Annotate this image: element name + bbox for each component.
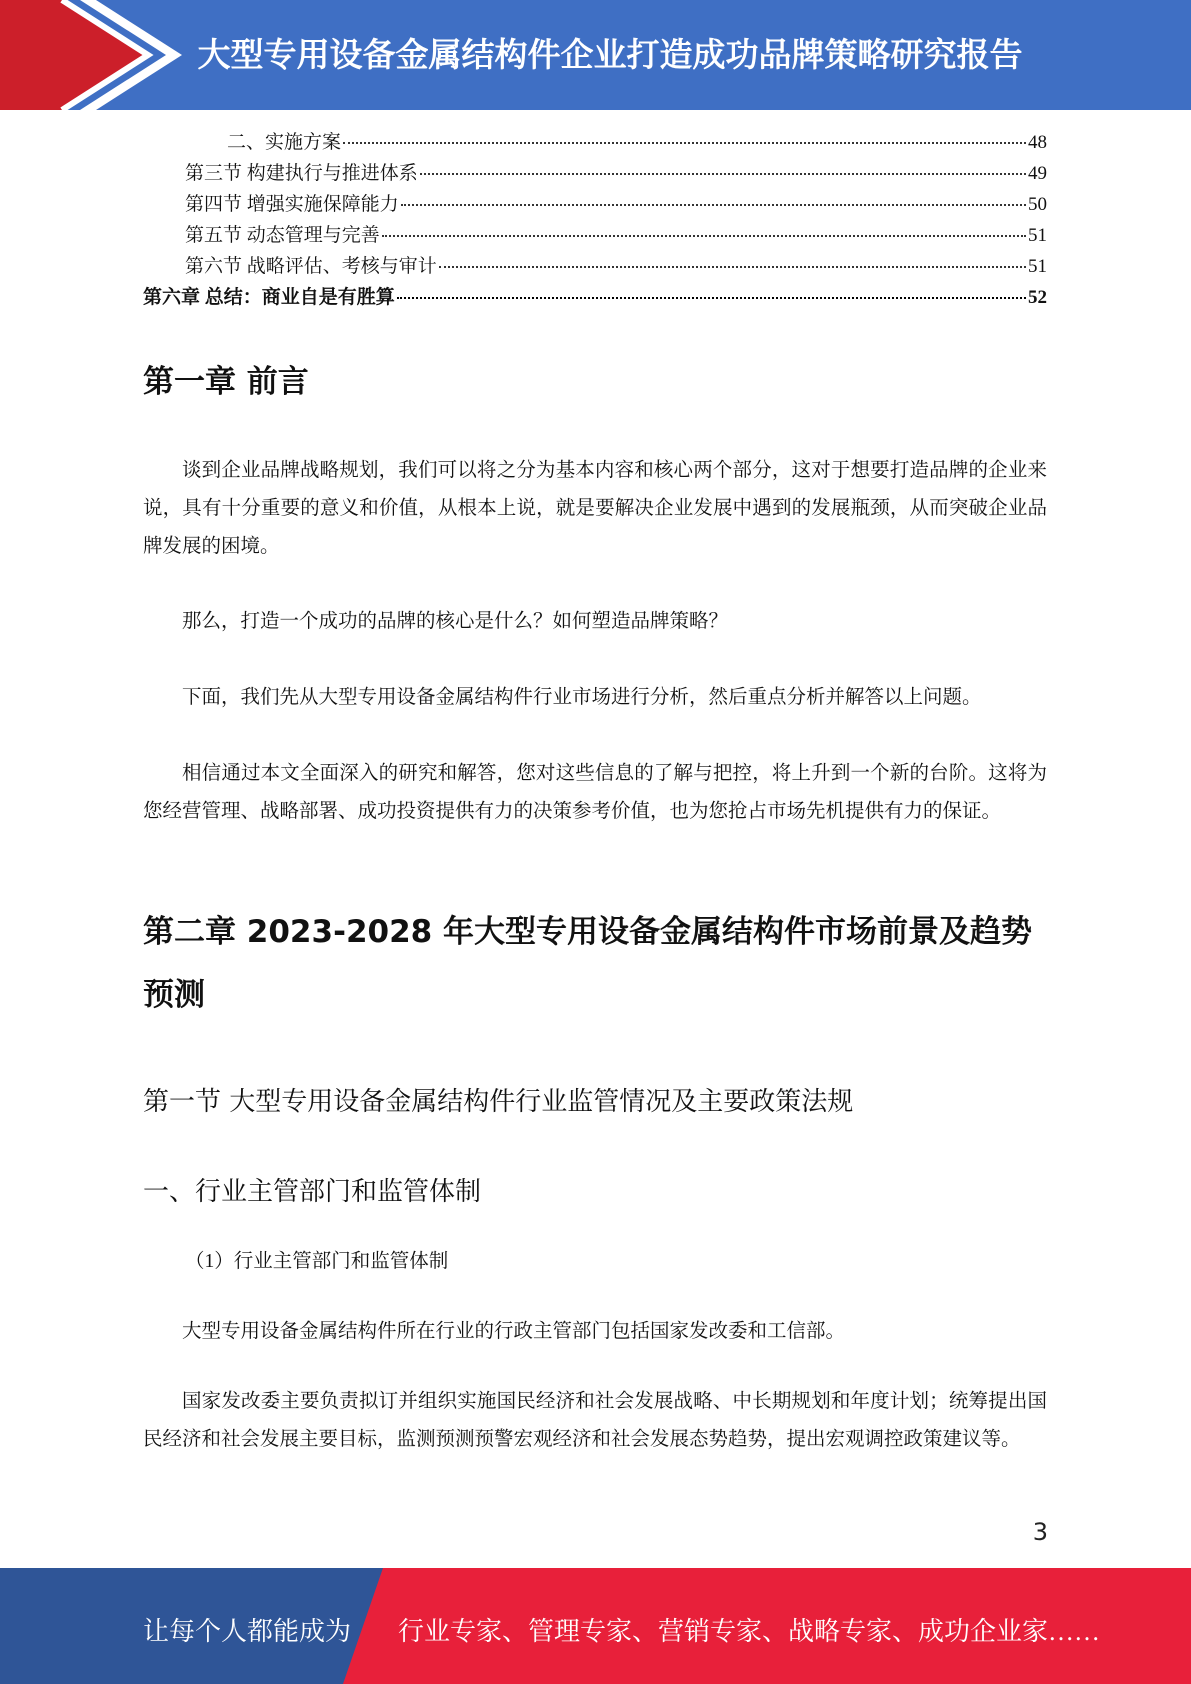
chapter-2-paragraph	[143, 1313, 1047, 1351]
toc-entry-label: 第五节 动态管理与完善	[185, 225, 380, 246]
toc-entry-page: 50	[1028, 194, 1047, 215]
chapter-2-heading-line2: 预测	[143, 977, 205, 1013]
item-heading-text: （1）行业主管部门和监管体制	[185, 1251, 449, 1272]
toc-leader-dots	[382, 235, 1026, 237]
chapter-2-heading	[143, 901, 1047, 1027]
toc-entry[interactable]	[143, 127, 1047, 158]
item-heading	[143, 1243, 1047, 1281]
toc-entry-page: 49	[1028, 163, 1047, 184]
footer-slogan-left: 让每个人都能成为	[143, 1617, 352, 1646]
toc-entry-page: 51	[1028, 256, 1047, 277]
chapter-1-paragraph	[143, 755, 1047, 831]
toc-entry-label: 二、实施方案	[227, 132, 342, 153]
chapter-1-heading: 第一章 前言	[143, 364, 309, 400]
paragraph-text: 大型专用设备金属结构件所在行业的行政主管部门包括国家发改委和工信部。	[182, 1321, 846, 1342]
report-title: 大型专用设备金属结构件企业打造成功品牌策略研究报告	[197, 35, 1023, 74]
footer-slogan-right: 行业专家、管理专家、营销专家、战略专家、成功企业家……	[398, 1617, 1101, 1646]
toc-entry[interactable]	[143, 251, 1047, 282]
toc-leader-dots	[439, 266, 1026, 268]
chapter-2-heading-line1: 第二章 2023-2028 年大型专用设备金属结构件市场前景及趋势	[143, 914, 1033, 950]
chapter-1-paragraph	[143, 603, 1047, 641]
paragraph-text: 谈到企业品牌战略规划，我们可以将之分为基本内容和核心两个部分，这对于想要打造品牌的企业来说，具有十分重要的意义和价值，从根本上说，就是要解决企业发展中遇到的发展瓶颈，从而突破企业品牌发展的困境。	[143, 460, 1047, 557]
chapter-1-paragraph	[143, 452, 1047, 566]
page-number: 3	[1032, 1518, 1048, 1546]
toc-entry[interactable]	[143, 158, 1047, 189]
toc-leader-dots	[401, 204, 1026, 206]
paragraph-text: 那么，打造一个成功的品牌的核心是什么？如何塑造品牌策略？	[182, 611, 729, 632]
toc-entry-label: 第六节 战略评估、考核与审计	[185, 256, 437, 277]
toc-entry-page: 52	[1028, 287, 1047, 308]
section-heading: 第一节 大型专用设备金属结构件行业监管情况及主要政策法规	[143, 1087, 854, 1117]
toc-entry-label: 第三节 构建执行与推进体系	[185, 163, 418, 184]
paragraph-text: 国家发改委主要负责拟订并组织实施国民经济和社会发展战略、中长期规划和年度计划；统筹提出国民经济和社会发展主要目标，监测预测预警宏观经济和社会发展态势趋势，提出宏观调控政策建议等。	[143, 1391, 1047, 1450]
toc-entry[interactable]	[143, 189, 1047, 220]
subsection-heading: 一、行业主管部门和监管体制	[143, 1177, 482, 1207]
header-banner	[0, 0, 1191, 110]
paragraph-text: 相信通过本文全面深入的研究和解答，您对这些信息的了解与把控，将上升到一个新的台阶。这将为您经营管理、战略部署、成功投资提供有力的决策参考价值，也为您抢占市场先机提供有力的保证。	[143, 763, 1047, 822]
toc-entry[interactable]	[143, 220, 1047, 251]
table-of-contents	[143, 127, 1047, 313]
toc-entry-page: 48	[1028, 132, 1047, 153]
toc-entry[interactable]	[143, 282, 1047, 313]
toc-leader-dots	[397, 297, 1026, 299]
chapter-2-paragraph	[143, 1383, 1047, 1459]
chapter-1-paragraph	[143, 679, 1047, 717]
toc-entry-page: 51	[1028, 225, 1047, 246]
toc-leader-dots	[420, 173, 1026, 175]
toc-entry-label: 第四节 增强实施保障能力	[185, 194, 399, 215]
toc-entry-label: 第六章 总结：商业自是有胜算	[143, 287, 395, 308]
toc-leader-dots	[343, 142, 1026, 144]
paragraph-text: 下面，我们先从大型专用设备金属结构件行业市场进行分析，然后重点分析并解答以上问题。	[182, 687, 982, 708]
footer-banner	[0, 1568, 1191, 1684]
